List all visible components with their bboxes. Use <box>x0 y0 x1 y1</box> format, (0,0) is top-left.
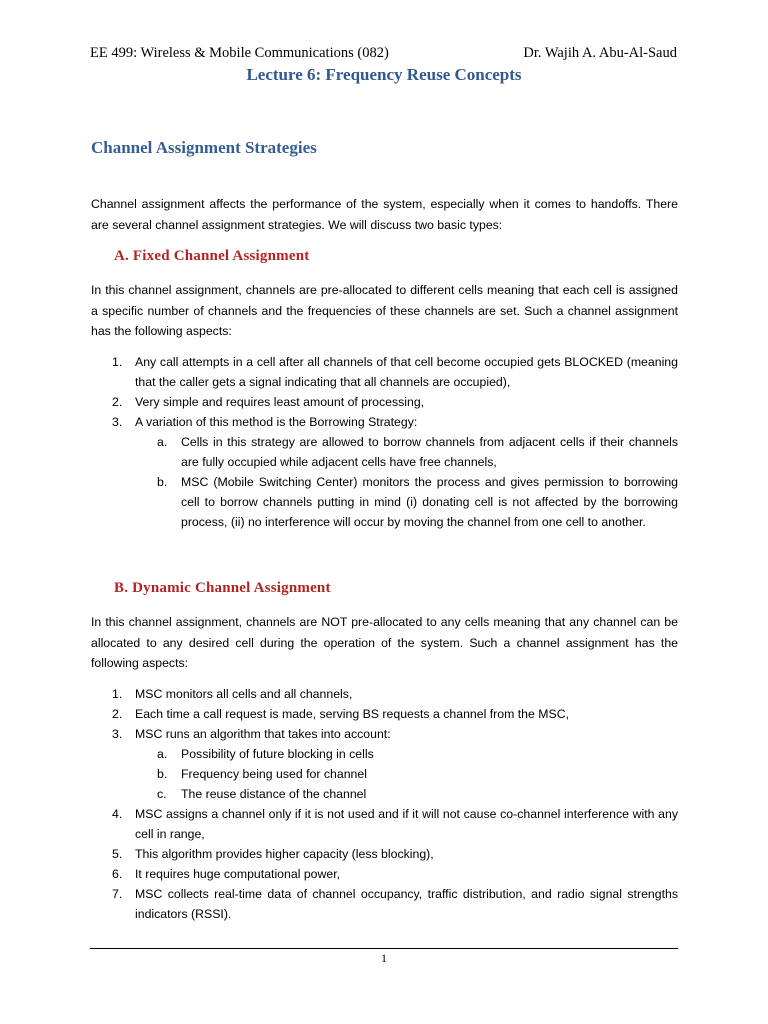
list-item-text: Each time a call request is made, serving BS requests a channel from the MSC, <box>135 707 570 721</box>
list-item-text: MSC monitors all cells and all channels, <box>135 687 353 701</box>
list-item <box>91 352 678 392</box>
list-item <box>91 884 678 924</box>
dynamic-assignment-intro: In this channel assignment, channels are NOT pre-allocated to any cells meaning that any channel can be allocated to any desired cell during the operation of the system. Such a channel assignment has the following aspects: <box>91 615 678 670</box>
dynamic-assignment-list <box>91 684 678 924</box>
sub-list-item-letter: b. <box>157 767 168 781</box>
section-title: Channel Assignment Strategies <box>91 138 317 157</box>
sub-list-item-text: Frequency being used for channel <box>181 767 367 781</box>
sub-list-item <box>91 784 678 804</box>
lecture-title: Lecture 6: Frequency Reuse Concepts <box>246 65 522 84</box>
list-item-text: This algorithm provides higher capacity (less blocking), <box>135 847 434 861</box>
list-item-number: 3. <box>112 415 123 429</box>
list-item-number: 6. <box>112 867 123 881</box>
list-item <box>91 684 678 704</box>
fixed-assignment-title: A. Fixed Channel Assignment <box>114 248 310 264</box>
sub-list-item-text: MSC (Mobile Switching Center) monitors the process and gives permission to borrowing cell to borrow channels putting in mind (i) donating cell is not affected by the borrowing process, (ii) no interference will occur by moving the channel from one cell to another. <box>181 475 678 529</box>
list-item <box>91 412 678 432</box>
list-item-number: 1. <box>112 687 123 701</box>
page-number: 1 <box>381 951 387 965</box>
list-item <box>91 804 678 844</box>
fixed-assignment-intro: In this channel assignment, channels are pre-allocated to different cells meaning that each cell is assigned a specific number of channels and the frequencies of these channels are set. Such a channel assignment has the following aspects: <box>91 283 678 338</box>
list-item-text: Very simple and requires least amount of processing, <box>135 395 425 409</box>
list-item <box>91 392 678 412</box>
list-item-text: It requires huge computational power, <box>135 867 341 881</box>
footer-divider <box>90 948 678 949</box>
sub-list-item-letter: a. <box>157 747 168 761</box>
list-item-number: 4. <box>112 807 123 821</box>
list-item-text: A variation of this method is the Borrowing Strategy: <box>135 415 418 429</box>
dynamic-assignment-title: B. Dynamic Channel Assignment <box>114 580 331 596</box>
sub-list-item <box>91 472 678 532</box>
list-item <box>91 864 678 884</box>
fixed-assignment-list <box>91 352 678 532</box>
sub-list-item-text: Cells in this strategy are allowed to borrow channels from adjacent cells if their channels are fully occupied while adjacent cells have free channels, <box>181 435 678 469</box>
section-intro: Channel assignment affects the performance of the system, especially when it comes to handoffs. There are several channel assignment strategies. We will discuss two basic types: <box>91 197 678 232</box>
header-author: Dr. Wajih A. Abu-Al-Saud <box>523 45 677 61</box>
list-item-text: MSC assigns a channel only if it is not used and if it will not cause co-channel interference with any cell in range, <box>135 807 678 841</box>
list-item-text: MSC collects real-time data of channel occupancy, traffic distribution, and radio signal strengths indicators (RSSI). <box>135 887 678 921</box>
list-item-text: MSC runs an algorithm that takes into account: <box>135 727 391 741</box>
list-item-number: 5. <box>112 847 123 861</box>
sub-list-item-letter: c. <box>157 787 167 801</box>
sub-list-item <box>91 744 678 764</box>
list-item-text: Any call attempts in a cell after all channels of that cell become occupied gets BLOCKED (meaning that the caller gets a signal indicating that all channels are occupied), <box>135 355 678 389</box>
sub-list-item <box>91 432 678 472</box>
sub-list-item-text: The reuse distance of the channel <box>181 787 367 801</box>
list-item <box>91 704 678 724</box>
header-course: EE 499: Wireless & Mobile Communications (082) <box>90 45 389 61</box>
list-item-number: 7. <box>112 887 123 901</box>
sub-list-item-text: Possibility of future blocking in cells <box>181 747 374 761</box>
list-item-number: 2. <box>112 395 123 409</box>
list-item <box>91 844 678 864</box>
sub-list-item-letter: a. <box>157 435 168 449</box>
list-item-number: 2. <box>112 707 123 721</box>
list-item <box>91 724 678 744</box>
list-item-number: 1. <box>112 355 123 369</box>
sub-list-item-letter: b. <box>157 475 168 489</box>
list-item-number: 3. <box>112 727 123 741</box>
sub-list-item <box>91 764 678 784</box>
